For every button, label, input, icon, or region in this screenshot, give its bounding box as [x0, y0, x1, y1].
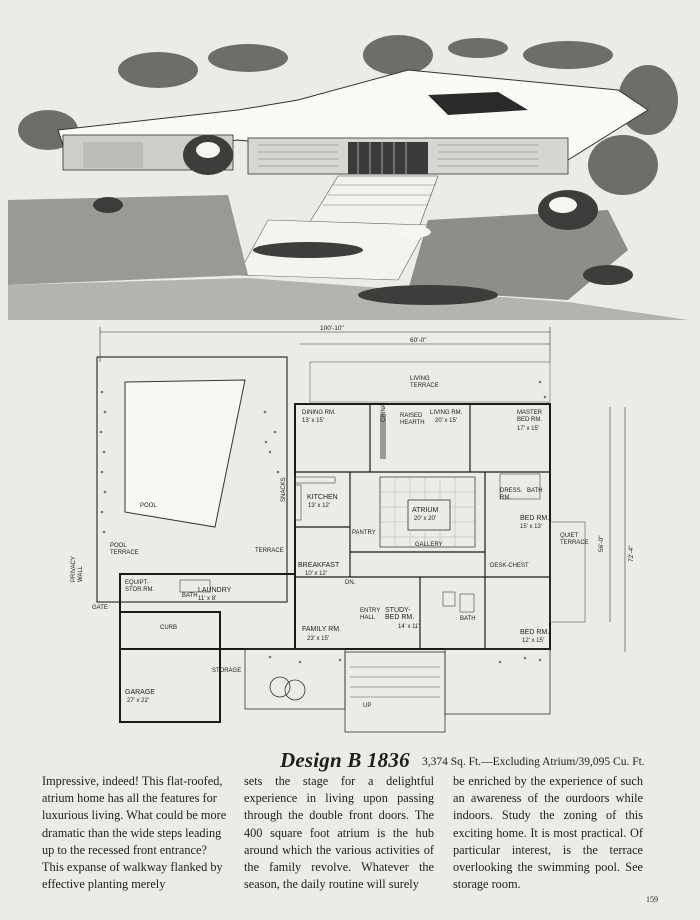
living-label: LIVING RM.	[430, 410, 463, 416]
floor-plan	[71, 322, 640, 742]
terrace-label: TERRACE	[255, 548, 284, 554]
bath-label-study: BATH	[460, 616, 476, 622]
equip-label: EQUIPT-STOR.RM.	[125, 580, 155, 593]
desk-chest-label: DESK-CHEST	[490, 563, 529, 569]
description-column-3	[453, 773, 643, 893]
snacks-label: SNACKS	[281, 477, 287, 502]
master-size: 17' x 15'	[517, 426, 539, 432]
entry-hall-label: ENTRY HALL	[360, 608, 381, 621]
dress-rm-label: DRESS. RM.	[500, 488, 523, 501]
family-size: 23' x 15'	[307, 636, 329, 642]
description-text-2: sets the stage for a delightful experience in living upon passing through the double front doors. The 400 square foot atrium is the hub around which the various activities of the family revolve. Whatever the season, the daily routine will surely	[244, 774, 434, 892]
design-stats: 3,374 Sq. Ft.—Excluding Atrium/39,095 Cu. Ft.	[422, 756, 645, 768]
laundry-size: 11' x 8'	[198, 596, 217, 602]
garage-size: 27' x 22'	[127, 698, 149, 704]
up-label: UP	[363, 703, 372, 709]
pantry-label: PANTRY	[352, 530, 376, 536]
description-text-1: Impressive, indeed! This flat-roofed, atrium home has all the features for luxurious living. What could be more dramatic than the wide steps leading up to the recessed front entrance? This expanse of walkway flanked by effective planting merely	[42, 774, 227, 892]
dim-depth-inner: 56'-0"	[598, 535, 605, 552]
atrium-label: ATRIUM	[412, 507, 439, 514]
raised-hearth-label: RAISED HEARTH	[400, 413, 425, 426]
page-number: 159	[646, 895, 658, 904]
dim-depth-overall: 72'-4"	[628, 545, 635, 562]
study-size: 14' x 11'	[398, 624, 420, 630]
description-column-1	[42, 773, 230, 893]
atrium-size: 20' x 20'	[414, 516, 436, 522]
bed2-size: 15' x 13'	[520, 524, 542, 530]
description-column-2	[244, 773, 434, 893]
house-rendering	[8, 20, 688, 320]
dim-inner-width: 60'-0"	[410, 337, 427, 344]
living-terrace-label: LIVING TERRACE	[410, 376, 439, 389]
storage-label: STORAGE	[212, 668, 242, 674]
dim-overall-width: 100'-10"	[320, 325, 344, 332]
china-label: CHINA	[381, 403, 387, 422]
gate-label: GATE	[92, 605, 108, 611]
curb-label: CURB	[160, 625, 178, 631]
dn-label: DN.	[345, 580, 356, 586]
living-size: 20' x 15'	[435, 418, 457, 424]
bed2-label: BED RM.	[520, 515, 550, 522]
kitchen-label: KITCHEN	[307, 494, 338, 501]
master-label: MASTER BED RM.	[517, 410, 543, 423]
dining-label: DINING RM.	[302, 410, 336, 416]
quiet-terrace-label: QUIET TERRACE	[560, 533, 589, 546]
laundry-label: LAUNDRY	[198, 587, 232, 594]
design-title: Design B 1836	[280, 748, 410, 772]
bed3-label: BED RM.	[520, 629, 550, 636]
bath-label-master: BATH	[527, 488, 543, 494]
family-label: FAMILY RM.	[302, 626, 342, 633]
pool-label: POOL	[140, 503, 157, 509]
description-text-3: be enriched by the experience of such an awareness of the ourdoors while indoors. Study the zoning of this exciting home. It is most practical. Of particular interest, is the terrace overlooking the swimming pool. See storage room.	[453, 774, 643, 892]
kitchen-size: 13' x 12'	[308, 503, 330, 509]
bed3-size: 12' x 15'	[522, 638, 544, 644]
bath-label-laundry: BATH	[182, 593, 198, 599]
gallery-label: GALLERY	[415, 542, 443, 548]
dining-size: 13' x 15'	[302, 418, 324, 424]
breakfast-label: BREAKFAST	[298, 562, 340, 569]
breakfast-size: 10' x 12'	[305, 571, 327, 577]
privacy-wall-label: PRIVACYWALL	[71, 556, 84, 582]
pool-terrace-label: POOL TERRACE	[110, 543, 139, 556]
garage-label: GARAGE	[125, 689, 155, 696]
study-label: STUDY-BED RM.	[385, 607, 415, 621]
